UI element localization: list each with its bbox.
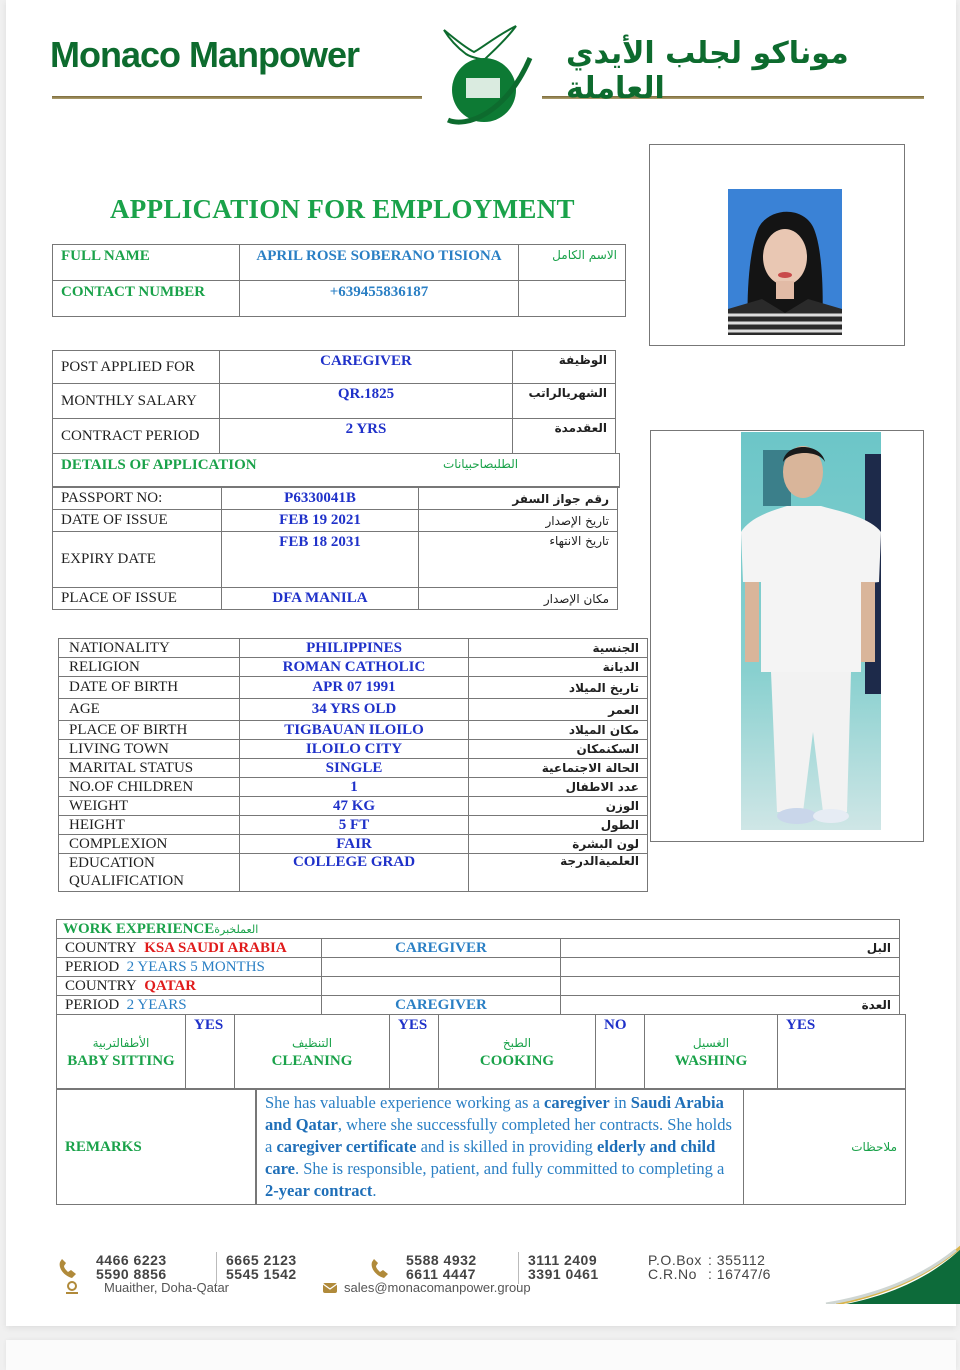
personal-field-label-ar: الديانة [469, 658, 648, 677]
remarks-segment: She has valuable experience working as a [265, 1093, 545, 1112]
work-experience-label-ar: العملخبرة [214, 922, 259, 936]
skill-answer: YES [778, 1015, 906, 1089]
personal-field-label: COMPLEXION [59, 835, 240, 854]
details-header [52, 453, 620, 488]
remarks-segment: and is skilled in providing [416, 1137, 598, 1156]
date-of-issue-label-ar: تاريخ الإصدار [419, 510, 618, 532]
work-experience-row [57, 977, 900, 996]
personal-field-label: NO.OF CHILDREN [59, 778, 240, 797]
personal-field-value: 47 KG [240, 797, 469, 816]
work-cell [57, 958, 322, 977]
skill-label-ar: الغسيل [692, 1035, 730, 1050]
personal-field-label-ar: لون البشرة [469, 835, 648, 854]
passport-no-label: PASSPORT NO: [53, 488, 222, 510]
personal-field-value: 34 YRS OLD [240, 699, 469, 721]
contract-period-value: 2 YRS [220, 419, 513, 454]
skill-label-cell [645, 1015, 778, 1089]
remarks-highlight: Saudi Arabia and Qatar [265, 1093, 724, 1134]
skill-label: BABY SITTING [67, 1052, 175, 1069]
remarks-segment: . [372, 1181, 377, 1200]
skill-label: COOKING [479, 1052, 555, 1069]
work-field-label-ar: البل [561, 939, 900, 958]
personal-row [59, 721, 648, 740]
skill-label-cell [439, 1015, 596, 1089]
details-header-label: DETAILS OF APPLICATION [61, 457, 257, 473]
work-field-label: COUNTRY [65, 939, 137, 956]
personal-row [59, 658, 648, 677]
monthly-salary-label: MONTHLY SALARY [53, 384, 220, 419]
work-field-value: QATAR [144, 977, 197, 994]
passport-table [52, 487, 618, 610]
phone-number: 5545 1542 [226, 1266, 297, 1282]
personal-row [59, 778, 648, 797]
expiry-date-label: EXPIRY DATE [53, 532, 222, 588]
remarks-label-ar: ملاحظات [744, 1090, 906, 1205]
phone-number: 6611 4447 [406, 1266, 476, 1282]
contract-period-label: CONTRACT PERIOD [53, 419, 220, 454]
remarks-highlight: caregiver certificate [276, 1137, 417, 1156]
personal-field-label: LIVING TOWN [59, 740, 240, 759]
place-of-issue-label-ar: مكان الإصدار [419, 588, 618, 610]
work-experience-row [57, 996, 900, 1015]
footer [46, 1248, 960, 1308]
phone-number: 3111 2409 [528, 1252, 598, 1268]
personal-field-label-ar: تاريخ الميلاد [469, 677, 648, 699]
passport-no-label-ar: رقم جواز السفر [419, 488, 618, 510]
personal-row [59, 699, 648, 721]
remarks-highlight: elderly and child care [265, 1137, 716, 1178]
personal-field-value: PHILIPPINES [240, 639, 469, 658]
skill-answer: NO [596, 1015, 645, 1089]
personal-field-label: WEIGHT [59, 797, 240, 816]
remarks-highlight: caregiver [544, 1093, 610, 1112]
personal-field-value: 1 [240, 778, 469, 797]
monthly-salary-value: QR.1825 [220, 384, 513, 419]
phone-number: 4466 6223 [96, 1252, 167, 1268]
company-name-english: Monaco Manpower [50, 34, 360, 75]
post-applied-label: POST APPLIED FOR [53, 351, 220, 384]
place-of-issue-value: DFA MANILA [222, 588, 419, 610]
personal-row [59, 677, 648, 699]
phone-icon [368, 1258, 394, 1280]
cr-number-value: : 16747/6 [708, 1266, 771, 1282]
skill-label: WASHING [674, 1052, 748, 1069]
work-experience-row [57, 939, 900, 958]
work-position [322, 977, 561, 996]
personal-field-label: NATIONALITY [59, 639, 240, 658]
remarks-highlight: 2-year contract [265, 1181, 373, 1200]
address: Muaither, Doha-Qatar [104, 1280, 230, 1295]
skill-label: CLEANING [271, 1052, 353, 1069]
work-position: CAREGIVER [322, 996, 561, 1015]
work-cell [57, 977, 322, 996]
remarks-table [56, 1089, 906, 1205]
personal-field-label: AGE [59, 699, 240, 721]
phone-icon [56, 1258, 82, 1280]
personal-field-label-ar: السكنمكان [469, 740, 648, 759]
personal-field-label-ar: مكان الميلاد [469, 721, 648, 740]
personal-field-value: APR 07 1991 [240, 677, 469, 699]
skill-label-cell [57, 1015, 186, 1089]
personal-row [59, 797, 648, 816]
company-logo-icon [426, 18, 536, 128]
personal-field-value: 5 FT [240, 816, 469, 835]
personal-field-value: ILOILO CITY [240, 740, 469, 759]
personal-field-value: FAIR [240, 835, 469, 854]
personal-field-value: COLLEGE GRAD [240, 854, 469, 892]
header-divider-left [52, 96, 422, 99]
work-field-label-ar: العدة [561, 996, 900, 1015]
personal-row [59, 854, 648, 892]
remarks-segment: . She is responsible, patient, and fully committed to completing a [294, 1159, 725, 1178]
phone-number: 3391 0461 [528, 1266, 599, 1282]
post-applied-value: CAREGIVER [220, 351, 513, 384]
full-name-label-ar: الاسم الكامل [519, 245, 626, 281]
cr-number-label: C.R.No [648, 1266, 697, 1282]
po-box-value: : 355112 [708, 1252, 766, 1268]
personal-field-label: DATE OF BIRTH [59, 677, 240, 699]
personal-field-label-ar: العلميةالدرجة [469, 854, 648, 892]
skill-label-ar: الأطفالتربية [92, 1035, 150, 1050]
skill-label-ar: التنظيف [291, 1035, 333, 1050]
phone-number: 5588 4932 [406, 1252, 477, 1268]
work-position [322, 958, 561, 977]
skill-label-ar: الطبخ [502, 1035, 532, 1050]
full-name-value: APRIL ROSE SOBERANO TISIONA [240, 245, 519, 281]
email-icon [322, 1282, 338, 1294]
work-experience-row [57, 958, 900, 977]
personal-field-label-ar: الوزن [469, 797, 648, 816]
skills-table [56, 1014, 906, 1089]
personal-field-label-ar: عدد الاطفال [469, 778, 648, 797]
personal-details-table [58, 638, 648, 892]
date-of-issue-value: FEB 19 2021 [222, 510, 419, 532]
full-name-label: FULL NAME [53, 245, 240, 281]
work-field-label-ar [561, 977, 900, 996]
personal-field-label-ar: العمر [469, 699, 648, 721]
personal-field-label: PLACE OF BIRTH [59, 721, 240, 740]
location-pin-icon [64, 1281, 80, 1295]
personal-field-label-ar: الطول [469, 816, 648, 835]
identity-table [52, 244, 626, 317]
details-header-label-ar: الطلبصاحبيانات [443, 457, 519, 471]
remarks-segment: in [609, 1093, 631, 1112]
personal-row [59, 816, 648, 835]
email-link[interactable]: sales@monacomanpower.group [344, 1280, 531, 1295]
personal-field-value: ROMAN CATHOLIC [240, 658, 469, 677]
personal-row [59, 835, 648, 854]
personal-row [59, 759, 648, 778]
work-position: CAREGIVER [322, 939, 561, 958]
work-experience-table [56, 919, 900, 1015]
skill-label-cell [235, 1015, 390, 1089]
personal-field-value: SINGLE [240, 759, 469, 778]
contact-number-label: CONTACT NUMBER [53, 281, 240, 317]
contact-number-label-ar [519, 281, 626, 317]
passport-no-value: P6330041B [222, 488, 419, 510]
work-field-value: KSA SAUDI ARABIA [144, 939, 287, 956]
work-field-value: 2 YEARS [126, 996, 187, 1013]
personal-field-label: MARITAL STATUS [59, 759, 240, 778]
expiry-date-label-ar: تاريخ الانتهاء [419, 532, 618, 588]
personal-field-label: EDUCATION QUALIFICATION [59, 854, 240, 892]
work-field-label: COUNTRY [65, 977, 137, 994]
personal-field-label: RELIGION [59, 658, 240, 677]
phone-number: 5590 8856 [96, 1266, 167, 1282]
work-experience-label: WORK EXPERIENCE [63, 920, 215, 937]
full-body-photo-frame [650, 430, 924, 842]
remarks-segment: , where she successfully completed her contracts. She holds a [265, 1115, 732, 1156]
monthly-salary-label-ar: الشهريالراتب [513, 384, 616, 419]
work-experience-header [57, 920, 900, 939]
expiry-date-value: FEB 18 2031 [222, 532, 419, 588]
passport-photo-frame [649, 144, 905, 346]
personal-row [59, 740, 648, 759]
post-table [52, 350, 616, 454]
personal-field-label-ar: الحالة الاجتماعية [469, 759, 648, 778]
work-cell [57, 939, 322, 958]
application-page [6, 0, 956, 1326]
contact-number-value: +639455836187 [240, 281, 519, 317]
remarks-label: REMARKS [57, 1090, 257, 1205]
personal-row [59, 639, 648, 658]
work-field-label: PERIOD [65, 996, 120, 1013]
footer-swoosh-decoration [806, 1244, 960, 1304]
date-of-issue-label: DATE OF ISSUE [53, 510, 222, 532]
personal-field-label-ar: الجنسية [469, 639, 648, 658]
skill-answer: YES [390, 1015, 439, 1089]
phone-number: 6665 2123 [226, 1252, 297, 1268]
skill-answer: YES [186, 1015, 235, 1089]
personal-field-label: HEIGHT [59, 816, 240, 835]
passport-photo [728, 189, 842, 335]
contract-period-label-ar: العقدمدة [513, 419, 616, 454]
work-field-label: PERIOD [65, 958, 120, 975]
personal-field-value: TIGBAUAN ILOILO [240, 721, 469, 740]
work-cell [57, 996, 322, 1015]
place-of-issue-label: PLACE OF ISSUE [53, 588, 222, 610]
work-field-value: 2 YEARS 5 MONTHS [126, 958, 265, 975]
post-applied-label-ar: الوظيفة [513, 351, 616, 384]
company-name-arabic: موناكو لجلب الأيدي العاملة [566, 36, 849, 106]
page-title: APPLICATION FOR EMPLOYMENT [110, 194, 575, 224]
po-box-label: P.O.Box [648, 1252, 702, 1268]
next-page-edge [6, 1340, 956, 1370]
work-field-label-ar [561, 958, 900, 977]
remarks-text [256, 1090, 744, 1205]
full-body-photo [741, 432, 881, 830]
